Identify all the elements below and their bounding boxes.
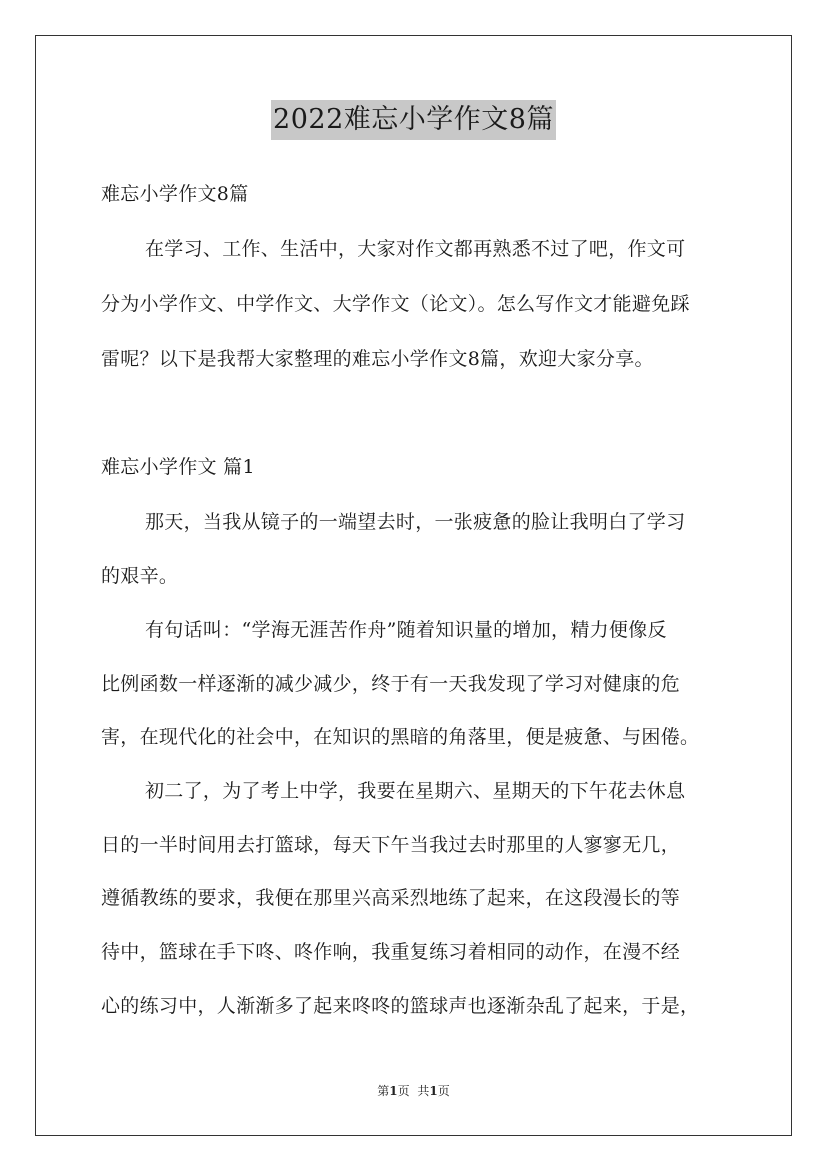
footer-total-number: 1 — [429, 1084, 438, 1098]
footer-total-prefix: 共 — [417, 1084, 430, 1098]
body-line: 比例函数一样逐渐的减少减少，终于有一天我发现了学习对健康的危 — [101, 673, 681, 695]
footer-page-prefix: 第 — [377, 1084, 390, 1098]
body-line: 分为小学作文、中学作文、大学作文（论文）。怎么写作文才能避免踩 — [101, 293, 690, 315]
footer-page-suffix: 页 — [397, 1084, 410, 1098]
body-line: 在学习、工作、生活中，大家对作文都再熟悉不过了吧，作文可 — [145, 238, 686, 260]
document-title: 2022难忘小学作文8篇 — [271, 100, 556, 140]
footer-page-number: 1 — [389, 1084, 398, 1098]
body-line: 初二了，为了考上中学，我要在星期六、星期天的下午花去休息 — [145, 780, 686, 802]
page-footer — [0, 1083, 827, 1099]
body-line: 心的练习中，人渐渐多了起来咚咚的篮球声也逐渐杂乱了起来，于是， — [101, 995, 700, 1017]
body-line: 有句话叫：“学海无涯苦作舟”随着知识量的增加，精力便像反 — [145, 619, 667, 641]
footer-total-suffix: 页 — [437, 1084, 450, 1098]
body-line: 的艰辛。 — [101, 565, 179, 587]
body-line: 那天，当我从镜子的一端望去时，一张疲惫的脸让我明白了学习 — [145, 511, 686, 533]
subtitle-line: 难忘小学作文8篇 — [101, 183, 249, 205]
body-line: 雷呢？以下是我帮大家整理的难忘小学作文8篇，欢迎大家分享。 — [101, 348, 654, 370]
body-line: 害，在现代化的社会中，在知识的黑暗的角落里，便是疲惫、与困倦。 — [101, 726, 700, 748]
title-container — [0, 100, 827, 140]
body-line: 待中，篮球在手下咚、咚作响，我重复练习着相同的动作，在漫不经 — [101, 941, 681, 963]
body-line: 遵循教练的要求，我便在那里兴高采烈地练了起来，在这段漫长的等 — [101, 887, 681, 909]
section-heading: 难忘小学作文 篇1 — [101, 456, 255, 478]
body-line: 日的一半时间用去打篮球，每天下午当我过去时那里的人寥寥无几， — [101, 834, 681, 856]
